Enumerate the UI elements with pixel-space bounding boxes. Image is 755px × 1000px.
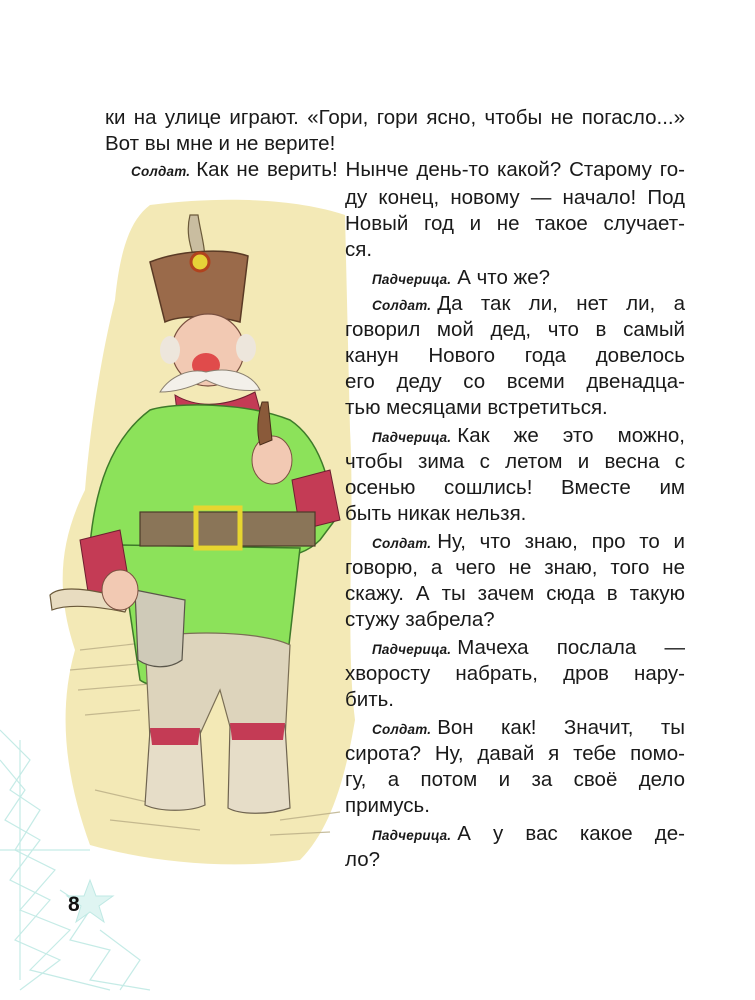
snowflake-decoration [0,700,220,1000]
text-line: Новый год и не такое случает- [345,212,685,235]
speaker-label: Солдат. [372,536,432,551]
dialogue-line: Солдат. Вон как! Значит, ты [372,716,685,739]
dialogue-line: Солдат. Как не верить! Нынче день-то какой? Старому го- [131,158,685,181]
text-line: осенью сошлись! Вместе им [345,476,685,499]
text-line: ло? [345,848,380,871]
dialogue-line: Падчерица. А у вас какое де- [372,822,685,845]
text-line: ки на улице играют. «Гори, гори ясно, чтобы не погасло...» [105,106,685,129]
page-number: 8 [68,893,80,916]
text-line: хворосту набрать, дров нару- [345,662,685,685]
hat-badge [191,253,209,271]
text-line: стужу забрела? [345,608,495,631]
text-line: говорил мой дед, что в самый [345,318,685,341]
text-line: канун Нового года довелось [345,344,685,367]
belt [140,512,315,546]
text-line: гу, а потом и за своё дело [345,768,685,791]
hand [252,436,292,484]
dialogue-line: Падчерица. А что же? [372,266,551,289]
dialogue-line: Солдат. Ну, что знаю, про то и [372,530,685,553]
text-line: ду конец, новому — начало! Под [345,186,685,209]
speaker-label: Падчерица. [372,828,452,843]
text-line: его деду со всеми двенадца- [345,370,685,393]
speaker-label: Солдат. [372,298,432,313]
axe-head [135,590,185,667]
dialogue-line: Падчерица. Как же это можно, [372,424,685,447]
text-line: ся. [345,238,373,261]
speaker-label: Солдат. [372,722,432,737]
dialogue-line: Солдат. Да так ли, нет ли, а [372,292,685,315]
text-line: чтобы зима с летом и весна с [345,450,685,473]
text-line: сирота? Ну, давай я тебе помо- [345,742,685,765]
text-line: Вот вы мне и не верите! [105,132,336,155]
text-line: примусь. [345,794,430,817]
text-line: тью месяцами встретиться. [345,396,608,419]
speaker-label: Падчерица. [372,272,452,287]
speaker-label: Падчерица. [372,430,452,445]
text-line: бить. [345,688,394,711]
text-line: говорю, а чего не знаю, того не [345,556,685,579]
speaker-label: Падчерица. [372,642,452,657]
speaker-label: Солдат. [131,164,191,179]
dialogue-line: Падчерица. Мачеха послала — [372,636,685,659]
text-line: скажу. А ты зачем сюда в такую [345,582,685,605]
text-line: быть никак нельзя. [345,502,527,525]
